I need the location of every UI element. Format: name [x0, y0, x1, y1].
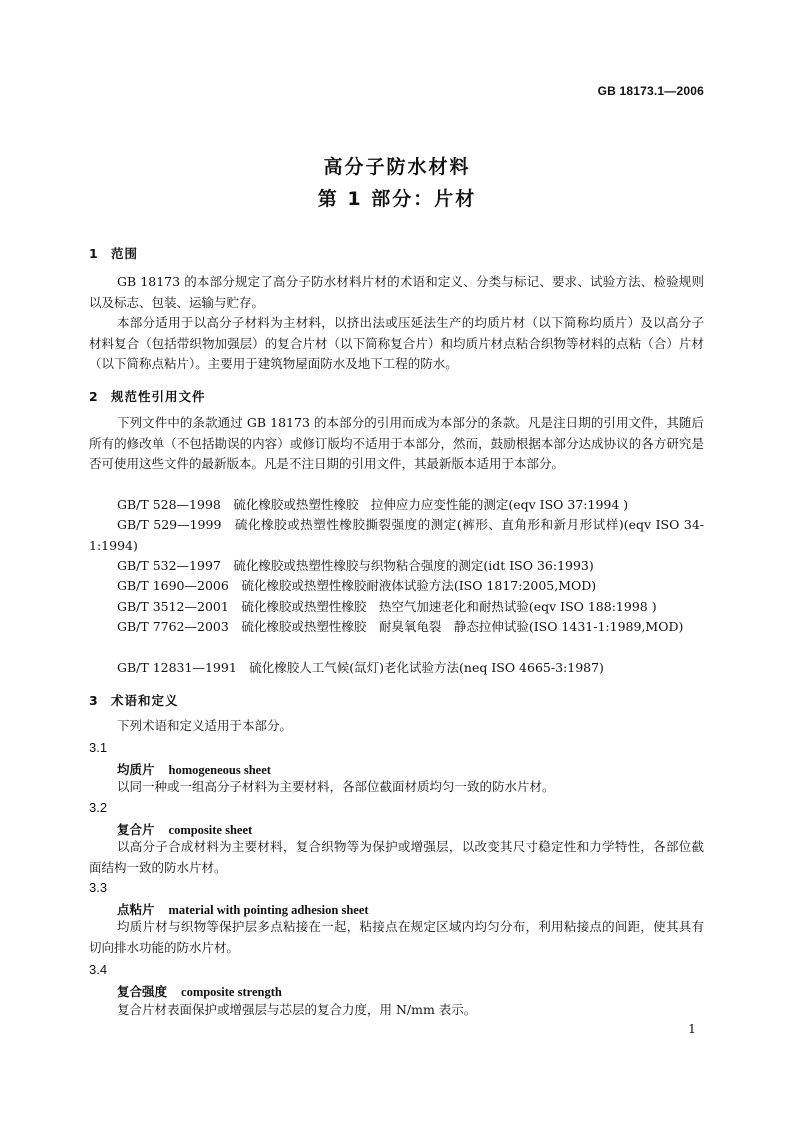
reference-item: GB/T 1690—2006 硫化橡胶或热塑性橡胶耐液体试验方法(ISO 1817:2005,MOD) [117, 578, 597, 593]
reference-item: GB/T 529—1999 硫化橡胶或热塑性橡胶撕裂强度的测定(裤形、直角形和新月形试样)(eqv ISO 34-1:1994) [89, 517, 704, 553]
term-number: 3.3 [89, 880, 108, 895]
section-number: 3 [89, 693, 99, 708]
document-subtitle: 第 1 部分：片材 [317, 188, 477, 210]
section-number: 2 [89, 389, 99, 404]
reference-item: GB/T 7762—2003 硫化橡胶或热塑性橡胶 耐臭氧龟裂 静态拉伸试验(ISO 1431-1:1989,MOD) [117, 619, 684, 634]
reference-item: GB/T 3512—2001 硫化橡胶或热塑性橡胶 热空气加速老化和耐热试验(eqv ISO 188:1998 ) [117, 599, 657, 614]
term-en: composite strength [181, 985, 282, 999]
term-zh: 均质片 [117, 762, 155, 777]
page-number: 1 [688, 1021, 696, 1036]
section-title: 范围 [111, 246, 139, 261]
term-title [117, 820, 252, 838]
reference-item: GB/T 532—1997 硫化橡胶或热塑性橡胶与织物粘合强度的测定(idt ISO 36:1993) [117, 558, 594, 573]
term-definition: 复合片材表面保护或增强层与芯层的复合力度，用 N/mm 表示。 [117, 1002, 477, 1017]
term-title [117, 982, 282, 1000]
term-en: material with pointing adhesion sheet [168, 903, 369, 917]
term-definition: 以同一种或一组高分子材料为主要材料，各部位截面材质均匀一致的防水片材。 [117, 779, 555, 794]
term-title [117, 760, 271, 778]
section-heading-2 [89, 387, 206, 405]
term-title [117, 900, 369, 918]
paragraph: 下列文件中的条款通过 GB 18173 的本部分的引用而成为本部分的条款。凡是注日期的引用文件，其随后所有的修改单（不包括勘误的内容）或修订版均不适用于本部分，然而，鼓励根据本部分达成协议的各方研究是否可使用这些文件的最新版本。凡是不注日期的引用文件，其最新版本适用于本部分。 [89, 415, 704, 471]
section-title: 术语和定义 [111, 693, 179, 708]
term-en: homogeneous sheet [168, 763, 271, 777]
paragraph: 下列术语和定义适用于本部分。 [117, 718, 293, 733]
term-number: 3.1 [89, 740, 108, 755]
term-en: composite sheet [168, 823, 253, 837]
term-zh: 点粘片 [117, 902, 155, 917]
section-title: 规范性引用文件 [111, 389, 206, 404]
term-zh: 复合强度 [117, 984, 168, 999]
term-zh: 复合片 [117, 822, 155, 837]
standard-number: GB 18173.1—2006 [597, 84, 704, 98]
paragraph: GB 18173 的本部分规定了高分子防水材料片材的术语和定义、分类与标记、要求、试验方法、检验规则以及标志、包装、运输与贮存。 [89, 274, 704, 310]
document-title: 高分子防水材料 [323, 156, 471, 178]
term-definition: 均质片材与织物等保护层多点粘接在一起，粘接点在规定区域内均匀分布，利用粘接点的间距，使其具有切向排水功能的防水片材。 [89, 919, 704, 955]
term-definition: 以高分子合成材料为主要材料，复合织物等为保护或增强层，以改变其尺寸稳定性和力学特性，各部位截面结构一致的防水片材。 [89, 839, 704, 875]
section-heading-1 [89, 244, 138, 262]
section-number: 1 [89, 246, 99, 261]
reference-item: GB/T 12831—1991 硫化橡胶人工气候(氙灯)老化试验方法(neq ISO 4665-3:1987) [117, 660, 604, 675]
paragraph: 本部分适用于以高分子材料为主材料，以挤出法或压延法生产的均质片材（以下简称均质片）及以高分子材料复合（包括带织物加强层）的复合片材（以下简称复合片）和均质片材点粘合织物等材料的点粘（合）片材（以下简称点粘片）。主要用于建筑物屋面防水及地下工程的防水。 [89, 315, 704, 371]
term-number: 3.2 [89, 800, 108, 815]
section-heading-3 [89, 691, 179, 709]
reference-item: GB/T 528—1998 硫化橡胶或热塑性橡胶 拉伸应力应变性能的测定(eqv ISO 37:1994 ) [117, 497, 629, 512]
term-number: 3.4 [89, 962, 108, 977]
